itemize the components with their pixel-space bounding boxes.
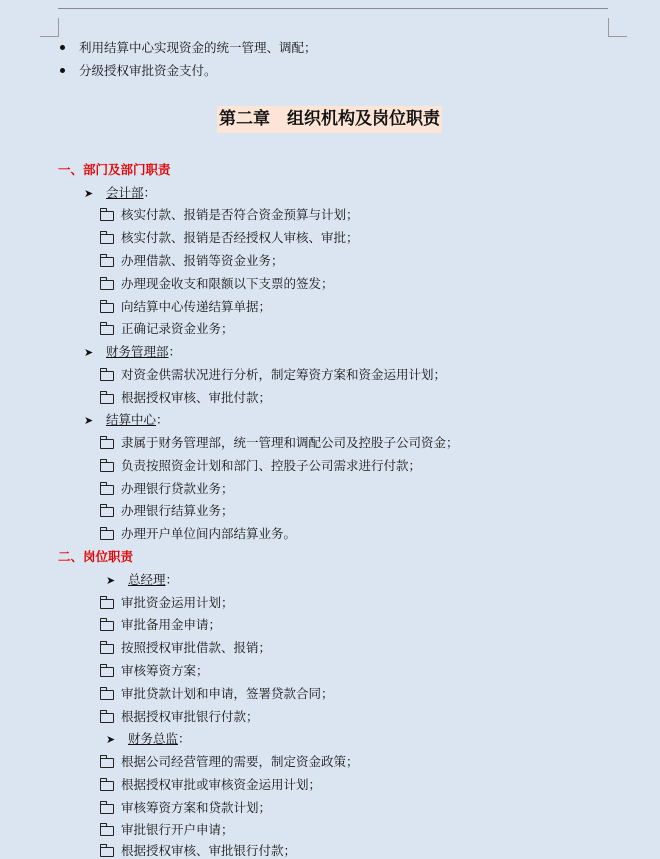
folder-icon <box>100 826 114 836</box>
list-item: 办理银行结算业务； <box>100 503 234 519</box>
list-item: 按照授权审批借款、报销； <box>100 640 271 656</box>
department-heading: ➤ 会计部： <box>84 185 157 200</box>
margin-corner-right <box>608 18 627 37</box>
list-item: 负责按照资金计划和部门、控股子公司需求进行付款； <box>100 458 421 474</box>
list-item: 正确记录资金业务； <box>100 321 234 337</box>
folder-icon <box>100 781 114 791</box>
folder-icon <box>100 462 114 472</box>
list-item: 核实付款、报销是否经授权人审核、审批； <box>100 230 359 246</box>
folder-icon <box>100 621 114 631</box>
list-item: 隶属于财务管理部，统一管理和调配公司及控股子公司资金； <box>100 435 459 451</box>
list-item: 向结算中心传递结算单据； <box>100 299 271 315</box>
folder-icon <box>100 507 114 517</box>
section-heading: 二、岗位职责 <box>58 549 134 564</box>
bullet-dot-icon <box>60 45 65 50</box>
list-item: 审批银行开户申请； <box>100 822 234 838</box>
list-item: 审批贷款计划和申请，签署贷款合同； <box>100 686 334 702</box>
list-item: 根据授权审核、审批银行付款； <box>100 843 296 859</box>
list-item: 根据授权审批银行付款； <box>100 709 259 725</box>
folder-icon <box>100 211 114 221</box>
folder-icon <box>100 804 114 814</box>
arrow-bullet-icon: ➤ <box>84 187 94 200</box>
list-item: 办理开户单位间内部结算业务。 <box>100 526 296 542</box>
page-top-border <box>58 8 608 9</box>
list-item: 审批备用金申请； <box>100 617 221 633</box>
list-item: 审批资金运用计划； <box>100 595 234 611</box>
list-item: 根据授权审批或审核资金运用计划； <box>100 777 321 793</box>
arrow-bullet-icon: ➤ <box>106 574 116 587</box>
folder-icon <box>100 644 114 654</box>
chapter-title: 第二章 组织机构及岗位职责 <box>217 106 442 133</box>
folder-icon <box>100 485 114 495</box>
list-item: 根据授权审核、审批付款； <box>100 390 271 406</box>
list-item: 审核筹资方案； <box>100 663 209 679</box>
department-heading: ➤ 财务管理部： <box>84 344 182 359</box>
folder-icon <box>100 257 114 267</box>
folder-icon <box>100 690 114 700</box>
list-item: 审核筹资方案和贷款计划； <box>100 800 271 816</box>
folder-icon <box>100 530 114 540</box>
folder-icon <box>100 847 114 857</box>
intro-bullet: 利用结算中心实现资金的统一管理、调配； <box>60 40 317 56</box>
folder-icon <box>100 394 114 404</box>
department-heading: ➤ 结算中心： <box>84 412 169 427</box>
folder-icon <box>100 234 114 244</box>
section-heading: 一、部门及部门职责 <box>58 162 171 177</box>
arrow-bullet-icon: ➤ <box>84 414 94 427</box>
folder-icon <box>100 325 114 335</box>
bullet-dot-icon <box>60 68 65 73</box>
list-item: 根据公司经营管理的需要，制定资金政策； <box>100 754 359 770</box>
folder-icon <box>100 713 114 723</box>
arrow-bullet-icon: ➤ <box>84 346 94 359</box>
margin-corner-left <box>40 18 59 37</box>
folder-icon <box>100 758 114 768</box>
intro-bullet: 分级授权审批资金支付。 <box>60 63 217 79</box>
list-item: 办理银行贷款业务； <box>100 481 234 497</box>
folder-icon <box>100 667 114 677</box>
list-item: 对资金供需状况进行分析，制定筹资方案和资金运用计划； <box>100 367 446 383</box>
list-item: 办理借款、报销等资金业务； <box>100 253 284 269</box>
folder-icon <box>100 371 114 381</box>
arrow-bullet-icon: ➤ <box>106 733 116 746</box>
folder-icon <box>100 303 114 313</box>
position-heading: ➤ 财务总监： <box>106 731 191 746</box>
folder-icon <box>100 439 114 449</box>
list-item: 办理现金收支和限额以下支票的签发； <box>100 276 334 292</box>
folder-icon <box>100 599 114 609</box>
folder-icon <box>100 280 114 290</box>
position-heading: ➤ 总经理： <box>106 572 179 587</box>
list-item: 核实付款、报销是否符合资金预算与计划； <box>100 207 359 223</box>
